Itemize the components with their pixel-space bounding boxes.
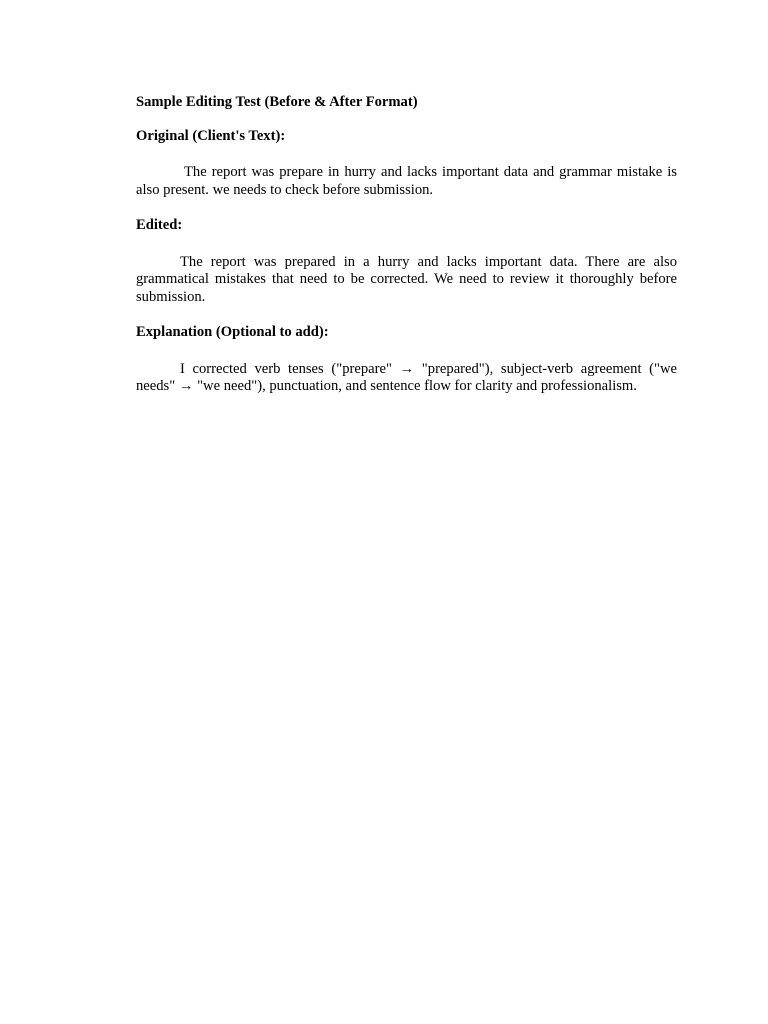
document-title: Sample Editing Test (Before & After Format): [136, 94, 418, 110]
spacer: [136, 342, 677, 361]
edited-heading: Edited:: [136, 217, 183, 233]
original-heading: Original (Client's Text):: [136, 127, 286, 144]
spacer: [136, 112, 677, 128]
original-text: The report was prepare in hurry and lacks important data and grammar mistake is also present. we needs to check before submission.: [136, 164, 677, 198]
spacer: [136, 306, 677, 324]
edited-text: The report was prepared in a hurry and lacks important data. There are also grammatical mistakes that need to be corrected. We need to review it thoroughly before submission.: [136, 253, 677, 305]
spacer: [136, 199, 677, 217]
explanation-heading: Explanation (Optional to add):: [136, 324, 329, 340]
spacer: [136, 235, 677, 254]
explanation-text: I corrected verb tenses ("prepare" → "prepared"), subject-verb agreement ("we needs" → "we need"), punctuation, and sentence flow for clarity and professionalism.: [136, 360, 677, 394]
document-page: [136, 94, 677, 396]
spacer: [136, 145, 677, 164]
